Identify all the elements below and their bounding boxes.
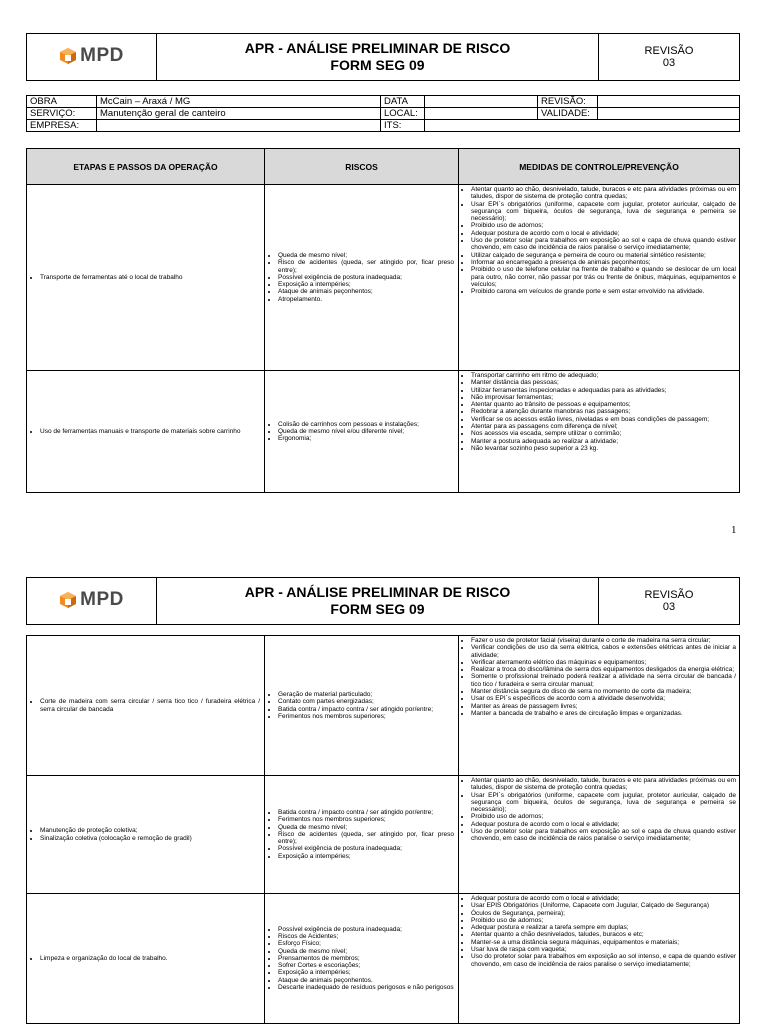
medidas-item: • Manter distância das pessoas; <box>471 379 736 386</box>
riscos-item: • Exposição a intempéries; <box>278 969 454 976</box>
riscos-list <box>269 421 454 443</box>
medidas-item: • Proibido o uso de telefone celular na frente de trabalho e quando se deslocar de um local para outro, não correr, não passar por trás ou frente de ônibus, máquinas, equipamentos e veículos; <box>471 266 736 288</box>
riscos-list <box>269 691 454 720</box>
risk-table-page-1 <box>26 148 740 493</box>
medidas-item: • Atentar quanto ao chão, desnivelado, talude, buracos e etc para atividades próximas ou em taludes, dispor de sistema de proteção contra quedas; <box>471 186 736 201</box>
medidas-item: • Verificar se os acessos estão livres, niveladas e em boas condições de passagem; <box>471 416 736 423</box>
medidas-item: • Usar os EPI´s específicos de acordo com a atividade desenvolvida; <box>471 695 736 702</box>
company-logo <box>59 589 124 611</box>
etapas-list <box>31 274 260 281</box>
medidas-list <box>462 777 736 843</box>
title-line-2: FORM SEG 09 <box>330 601 425 617</box>
riscos-item: • Queda de mesmo nível e/ou diferente nível; <box>278 428 454 435</box>
etapas-cell <box>27 185 265 371</box>
medidas-item: • Manter-se a uma distância segura máquinas, equipamentos e materiais; <box>471 939 736 946</box>
riscos-item: • Geração de material particulado; <box>278 691 454 698</box>
revision-value: 03 <box>662 601 676 613</box>
empresa-value <box>97 120 381 132</box>
column-header-etapas: ETAPAS E PASSOS DA OPERAÇÃO <box>27 149 265 185</box>
riscos-item: • Queda de mesmo nível; <box>278 824 454 831</box>
riscos-item: • Ergonomia; <box>278 435 454 442</box>
revisao-value <box>598 96 740 108</box>
riscos-item: • Possível exigência de postura inadequada; <box>278 926 454 933</box>
its-label: ITS: <box>381 120 425 132</box>
riscos-cell <box>265 894 459 1024</box>
table-row <box>27 894 740 1024</box>
table-row <box>27 776 740 894</box>
document-page-2 <box>0 560 768 1024</box>
riscos-item: • Ferimentos nos membros superiores; <box>278 713 454 720</box>
riscos-item: • Esforço Físico; <box>278 940 454 947</box>
servico-value: Manutenção geral de canteiro <box>97 108 381 120</box>
medidas-item: • Realizar a troca do disco/lâmina de serra dos equipamentos desligados da energia elétrica; <box>471 666 736 673</box>
medidas-item: • Fazer o uso de protetor facial (viseira) durante o corte de madeira na serra circular; <box>471 637 736 644</box>
riscos-item: • Colisão de carrinhos com pessoas e instalações; <box>278 421 454 428</box>
medidas-cell <box>459 636 740 776</box>
servico-label: SERVIÇO: <box>27 108 97 120</box>
medidas-cell <box>459 894 740 1024</box>
revision-cell <box>599 34 740 81</box>
riscos-item: • Ataque de animais peçonhentos. <box>278 977 454 984</box>
revision-label: REVISÃO <box>644 45 694 57</box>
etapas-item: • Limpeza e organização do local de trabalho. <box>40 955 260 962</box>
etapas-cell <box>27 894 265 1024</box>
medidas-item: • Adequar postura e realizar a tarefa sempre em duplas; <box>471 924 736 931</box>
medidas-item: • Usar EPIS Obrigatórios (Uniforme, Capacete com Jugular, Calçado de Segurança) <box>471 902 736 909</box>
medidas-item: • Uso de protetor solar para trabalhos em exposição ao sol e capa de chuva quando estiver chovendo, em caso de incidência de raios paralise o serviço imediatamente; <box>471 828 736 843</box>
info-table <box>26 95 740 132</box>
riscos-list <box>269 926 454 992</box>
medidas-item: • Verificar condições de uso da serra elétrica, cabos e extensões elétricas antes de iniciar a atividade; <box>471 644 736 659</box>
medidas-item: • Adequar postura de acordo com o local e atividade; <box>471 230 736 237</box>
medidas-item: • Óculos de Segurança, perneira); <box>471 910 736 917</box>
riscos-cell <box>265 371 459 493</box>
medidas-item: • Manter a bancada de trabalho e ares de circulação limpas e organizadas. <box>471 710 736 717</box>
riscos-item: • Ataque de animais peçonhentos; <box>278 288 454 295</box>
medidas-cell <box>459 371 740 493</box>
riscos-item: • Batida contra / impacto contra / ser atingido por/entre; <box>278 809 454 816</box>
riscos-item: • Atropelamento. <box>278 296 454 303</box>
etapas-list <box>31 955 260 962</box>
column-header-medidas: MEDIDAS DE CONTROLE/PREVENÇÃO <box>459 149 740 185</box>
medidas-item: • Somente o profissional treinado poderá realizar a atividade na serra circular de bancada / tico tico / furadeira e serra circular manual; <box>471 673 736 688</box>
medidas-item: • Verificar aterramento elétrico das máquinas e equipamentos; <box>471 659 736 666</box>
medidas-item: • Utilizar ferramentas inspecionadas e adequadas para as atividades; <box>471 387 736 394</box>
revision-cell <box>599 578 740 625</box>
medidas-item: • Proibido uso de adornos; <box>471 917 736 924</box>
riscos-list <box>269 252 454 303</box>
logo-cell <box>27 34 157 81</box>
medidas-item: • Redobrar a atenção durante manobras nas passagens; <box>471 408 736 415</box>
obra-label: OBRA <box>27 96 97 108</box>
medidas-item: • Adequar postura de acordo com o local e atividade; <box>471 821 736 828</box>
etapas-cell <box>27 776 265 894</box>
medidas-item: • Proibido carona em veículos de grande porte e sem estar envolvido na atividade. <box>471 288 736 295</box>
column-header-riscos: RISCOS <box>265 149 459 185</box>
riscos-item: • Queda de mesmo nível; <box>278 948 454 955</box>
form-header <box>26 33 740 81</box>
riscos-item: • Sofrer Cortes e escoriações; <box>278 962 454 969</box>
validade-label: VALIDADE: <box>538 108 598 120</box>
etapas-list <box>31 827 260 842</box>
medidas-item: • Atentar quanto ao trânsito de pessoas e equipamentos; <box>471 401 736 408</box>
riscos-item: • Possível exigência de postura inadequada; <box>278 274 454 281</box>
riscos-cell <box>265 636 459 776</box>
medidas-item: • Informar ao encarregado a presença de animais peçonhentos; <box>471 259 736 266</box>
table-row <box>27 371 740 493</box>
logo-text: MPD <box>80 44 124 66</box>
title-line-1: APR - ANÁLISE PRELIMINAR DE RISCO <box>244 40 511 56</box>
etapas-item: • Uso de ferramentas manuais e transporte de materiais sobre carrinho <box>40 428 260 435</box>
medidas-item: • Nos acessos via escada, sempre utilizar o corrimão; <box>471 430 736 437</box>
riscos-cell <box>265 776 459 894</box>
local-label: LOCAL: <box>381 108 425 120</box>
riscos-item: • Exposição a intempéries; <box>278 281 454 288</box>
medidas-item: • Usar EPI´s obrigatórios (uniforme, capacete com jugular, protetor auricular, calçado de segurança com biqueira, óculos de segurança, luva de segurança e perneira se necessário); <box>471 201 736 223</box>
riscos-item: • Contato com partes energizadas; <box>278 698 454 705</box>
medidas-item: • Atentar quanto ao chão, desnivelado, talude, buracos e etc para atividades próximas ou em taludes, dispor de sistema de proteção contra quedas; <box>471 777 736 792</box>
risk-table-page-2 <box>26 635 740 1024</box>
revision-value: 03 <box>662 57 676 69</box>
riscos-item: • Queda de mesmo nível; <box>278 252 454 259</box>
riscos-item: • Riscos de Acidentes; <box>278 933 454 940</box>
document-title <box>157 578 599 625</box>
data-label: DATA <box>381 96 425 108</box>
medidas-item: • Proibido uso de adornos; <box>471 222 736 229</box>
logo-text: MPD <box>80 588 124 610</box>
medidas-item: • Atentar para as passagens com diferença de nível; <box>471 423 736 430</box>
page-number: 1 <box>731 524 737 536</box>
etapas-list <box>31 698 260 713</box>
medidas-item: • Atentar quanto a chão desnivelados, taludes, buracos e etc; <box>471 931 736 938</box>
riscos-list <box>269 809 454 860</box>
logo-cell <box>27 578 157 625</box>
company-logo <box>59 45 124 67</box>
medidas-item: • Uso do protetor solar para trabalhos em exposição ao sol intenso, e capa de quando estiver chovendo, em caso de incidência de raios paralise o serviço imediatamente; <box>471 953 736 968</box>
medidas-item: • Adequar postura de acordo com o local e atividade; <box>471 895 736 902</box>
riscos-item: • Descarte inadequado de resíduos perigosos e não perigosos <box>278 984 454 991</box>
table-row <box>27 185 740 371</box>
document-title <box>157 34 599 81</box>
etapas-list <box>31 428 260 435</box>
etapas-item: • Corte de madeira com serra circular / serra tico tico / furadeira elétrica / serra circular de bancada <box>40 698 260 713</box>
mpd-logo-icon <box>59 47 77 65</box>
etapas-item: • Transporte de ferramentas até o local de trabalho <box>40 274 260 281</box>
riscos-cell <box>265 185 459 371</box>
riscos-item: • Possível exigência de postura inadequada; <box>278 845 454 852</box>
empresa-label: EMPRESA: <box>27 120 97 132</box>
etapas-item: • Manutenção de proteção coletiva; <box>40 827 260 834</box>
etapas-item: • Sinalização coletiva (colocação e remoção de gradil) <box>40 835 260 842</box>
medidas-item: • Usar luva de raspa com vaqueta; <box>471 946 736 953</box>
its-value <box>425 120 740 132</box>
medidas-cell <box>459 776 740 894</box>
mpd-logo-icon <box>59 591 77 609</box>
title-line-2: FORM SEG 09 <box>330 57 425 73</box>
medidas-list <box>462 186 736 295</box>
medidas-item: • Proibido uso de adornos; <box>471 813 736 820</box>
medidas-list <box>462 895 736 968</box>
riscos-item: • Risco de acidentes (queda, ser atingido por, ficar preso entre); <box>278 259 454 274</box>
title-line-1: APR - ANÁLISE PRELIMINAR DE RISCO <box>244 584 511 600</box>
obra-value: McCain – Araxá / MG <box>97 96 381 108</box>
medidas-item: • Não improvisar ferramentas; <box>471 394 736 401</box>
medidas-item: • Utilizar calçado de segurança e perneira de couro ou material sintético resistente; <box>471 252 736 259</box>
medidas-list <box>462 637 736 717</box>
medidas-list <box>462 372 736 452</box>
revision-label: REVISÃO <box>644 589 694 601</box>
local-value <box>425 108 538 120</box>
medidas-item: • Uso de protetor solar para trabalhos em exposição ao sol e capa de chuva quando estiver chovendo, em caso de incidência de raios paralise o serviço imediatamente; <box>471 237 736 252</box>
validade-value <box>598 108 740 120</box>
table-row <box>27 636 740 776</box>
etapas-cell <box>27 636 265 776</box>
revisao-label: REVISÃO: <box>538 96 598 108</box>
medidas-item: • Transportar carrinho em ritmo de adequado; <box>471 372 736 379</box>
medidas-item: • Manter distância segura do disco de serra no momento de corte da madeira; <box>471 688 736 695</box>
riscos-item: • Prensamentos de membros; <box>278 955 454 962</box>
riscos-item: • Exposição a intempéries; <box>278 853 454 860</box>
riscos-item: • Batida contra / impacto contra / ser atingido por/entre; <box>278 706 454 713</box>
etapas-cell <box>27 371 265 493</box>
medidas-item: • Manter as áreas de passagem livres; <box>471 703 736 710</box>
riscos-item: • Ferimentos nos membros superiores; <box>278 816 454 823</box>
medidas-item: • Não levantar sozinho peso superior a 23 kg. <box>471 445 736 452</box>
riscos-item: • Risco de acidentes (queda, ser atingido por, ficar preso entre); <box>278 831 454 846</box>
medidas-item: • Manter a postura adequada ao realizar a atividade; <box>471 438 736 445</box>
medidas-cell <box>459 185 740 371</box>
data-value <box>425 96 538 108</box>
form-header <box>26 577 740 625</box>
medidas-item: • Usar EPI´s obrigatórios (uniforme, capacete com jugular, protetor auricular, calçado de segurança com biqueira, óculos de segurança, luva de segurança e perneira se necessário); <box>471 792 736 814</box>
